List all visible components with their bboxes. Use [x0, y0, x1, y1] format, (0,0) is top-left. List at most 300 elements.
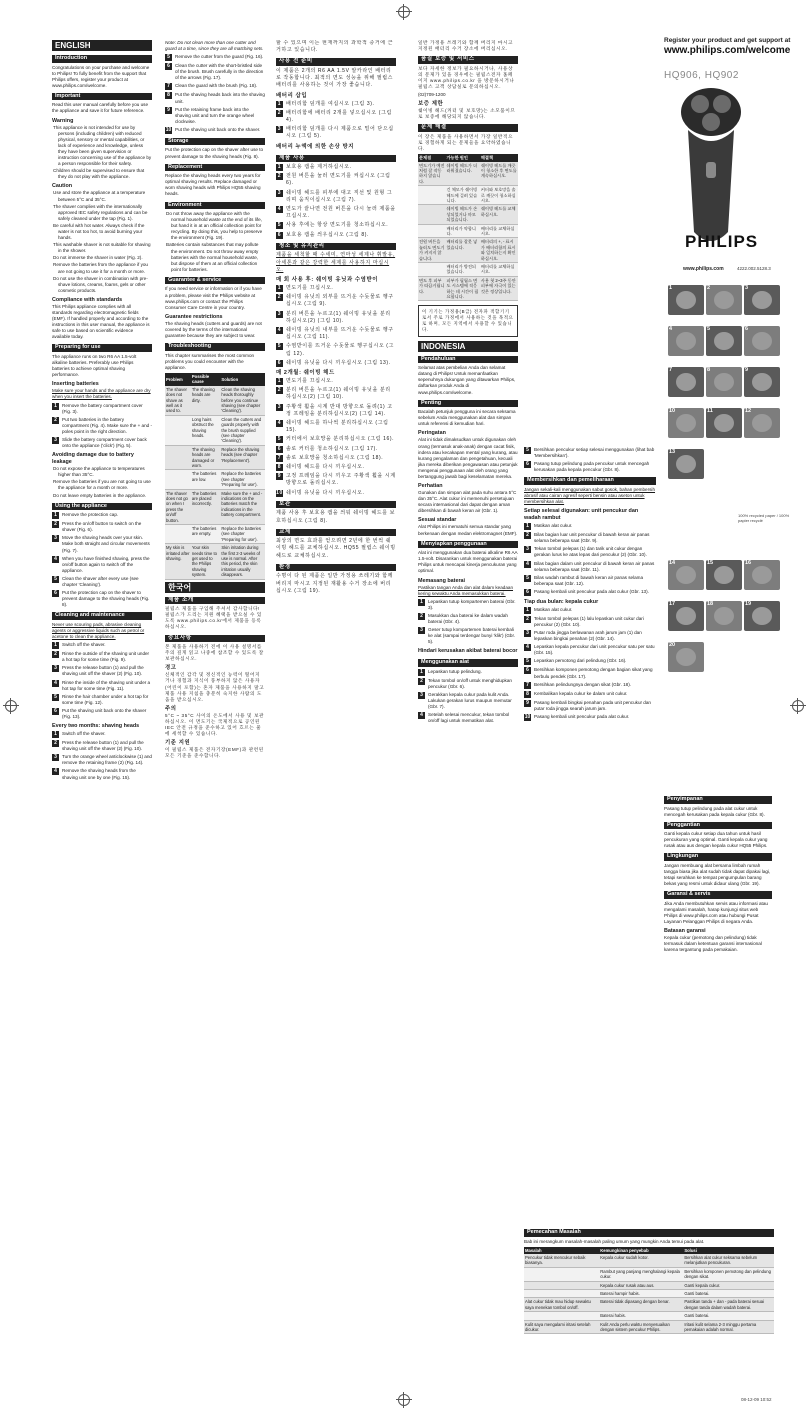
table-cell: The batteries are low.: [191, 470, 221, 489]
subheading: Memasang baterai: [418, 577, 466, 584]
step-number: 5: [277, 343, 282, 350]
table-cell: 커터와 보호망을 솔로 깨끗이 청소하십시오.: [480, 186, 518, 205]
table-cell: Make sure the + and - indications on the batteries match the indications in the battery compartment.: [220, 489, 265, 524]
list-item: Batteries contain substances that may pollute the environment. Do not throw away empty batteries with the normal household waste, but dispose of them at an official collection point for batteries.: [166, 242, 259, 272]
table-header: Possible cause: [191, 373, 221, 386]
registration-mark-bottom: [398, 1394, 410, 1406]
figure-illustration: [706, 408, 742, 438]
step-number: 3: [418, 627, 425, 634]
step-number: 5: [524, 658, 531, 665]
step: [276, 360, 396, 367]
step-text: 솔로 커터를 청소하십시오 (그림 17).: [286, 445, 378, 452]
table-header: 가능한 원인: [446, 154, 480, 161]
step-number: 2: [277, 387, 282, 394]
paragraph: 제품 사용 후 보호용 캡을 씌워 쉐이빙 헤드를 보호하십시오 (그림 8).: [276, 510, 396, 524]
step-text: Geser tutup kompartemen baterai kembali ke alat (sampai terdengar bunyi 'klik') (Gbr. 5).: [428, 627, 516, 645]
step: [276, 294, 396, 308]
step: [418, 669, 518, 676]
figure-illustration: [668, 642, 704, 672]
figure-number: 13: [669, 449, 676, 455]
table-cell: 사용 첫 2~3주 동안 피부에 자극이 있는 것은 정상입니다.: [480, 276, 518, 301]
step-text: Rinse the inside of the shaving unit under a hot tap for some time (Fig. 11).: [62, 679, 151, 691]
table-cell: [165, 470, 191, 489]
step-number: 4: [52, 680, 59, 687]
step-text: 배터리함 덮개를 다시 제품으로 밀어 닫으십시오 (그림 5).: [286, 126, 394, 140]
table-cell: The batteries are placed incorrectly.: [191, 489, 221, 524]
step: [276, 164, 396, 171]
notice-box: 이 기기는 가정용(B급) 전자파 적합기기로서 주로 가정에서 사용하는 것을 목적으로 하며, 모든 지역에서 사용할 수 있습니다.: [418, 305, 518, 336]
table-header-row: [524, 1247, 774, 1254]
step-text: Put the shaving unit back onto the shaver (Fig. 13).: [62, 707, 147, 719]
step-text: Switch off the shaver.: [62, 642, 106, 648]
section-title: 제품 사용: [276, 155, 396, 163]
indonesian-right-column: [664, 792, 772, 1222]
figure-illustration: [744, 367, 780, 397]
step-number: 3: [277, 310, 282, 317]
paragraph: Alat ini menggunakan dua baterai alkaline R6 AA 1.5-volt. Disarankan untuk menggunakan baterai Philips untuk mencapai kinerja pencukuran yang optimal.: [418, 550, 518, 574]
table-cell: Long hairs obstruct the shaving heads.: [191, 415, 221, 445]
step-number: 4: [524, 644, 531, 651]
step-number: 5: [277, 436, 282, 443]
section-title: Storage: [165, 138, 265, 146]
figure-number: 20: [669, 642, 676, 648]
figure-number: 16: [745, 560, 752, 566]
step-text: Bilas bagian dalam unit pencukur di bawah keran air panas selama beberapa saat (Gbr. 11).: [534, 560, 655, 572]
step-text: Slide the battery compartment cover back onto the appliance ('click') (Fig. 5).: [62, 437, 147, 449]
step: [276, 126, 396, 140]
step-number: 2: [277, 173, 282, 180]
step-text: Pasang kembali unit pencukur pada alat cukur.: [534, 713, 630, 719]
figure-illustration: [744, 285, 780, 315]
step: [52, 754, 152, 766]
step: [165, 127, 265, 134]
step-number: 4: [418, 712, 425, 719]
table-cell: Ganti baterai.: [683, 1290, 774, 1298]
step-number: 8: [277, 464, 282, 471]
step: [52, 680, 152, 692]
section-title: Lingkungan: [664, 853, 772, 861]
subheading: 보증 제한: [418, 101, 444, 108]
paragraph: 보다 자세한 정보가 필요하시거나, 사용상의 문제가 있을 경우에는 필립스전자 홈페이지 www.philips.co.kr 을 방문하시거나 필립스 고객 상담실로 문의하십시오.: [418, 65, 515, 89]
step-number: 6: [52, 708, 59, 715]
section-title: Penting: [418, 400, 518, 408]
illustration-shape: [752, 607, 772, 625]
step-number: 6: [277, 359, 282, 366]
table-row: [418, 276, 518, 301]
step-number: 2: [52, 417, 59, 424]
figure-illustration: [744, 601, 780, 631]
paragraph: 일반 가정용 쓰레기와 함께 버리지 마시고 지정된 배터리 수거 장소에 버리십시오.: [418, 40, 514, 52]
table-cell: 배터리의 +, - 표시가 배터리함의 표시와 일치하는지 확인하십시오.: [480, 238, 518, 263]
step-number: 4: [277, 420, 282, 427]
step: [276, 232, 396, 239]
step-number: 3: [277, 403, 282, 410]
table-row: [418, 162, 518, 186]
table-cell: 쉐이빙 헤드가 더러워졌습니다.: [446, 162, 480, 186]
step-number: 5: [52, 694, 59, 701]
figure-number: 18: [707, 601, 714, 607]
step-text: Pasang tutup pelindung pada pencukur untuk mencegah kerusakan pada kepala pencukur (Gbr. 8).: [534, 461, 650, 473]
figure-number: 5: [707, 326, 711, 332]
subheading: 매 회 사용 후: 쉐이빙 유닛과 수염받이: [276, 276, 379, 283]
registration-mark-right: [792, 700, 804, 712]
step-number: 3: [52, 535, 59, 542]
step-number: 5: [524, 447, 531, 454]
table-cell: [165, 525, 191, 544]
step: [418, 712, 518, 724]
step-text: Remove the shaving heads from the shaving unit one by one (Fig. 15).: [62, 768, 136, 780]
list-item: Do not leave empty batteries in the appliance.: [53, 492, 147, 498]
step-number: 6: [524, 667, 531, 674]
section-title: Menggunakan alat: [418, 659, 518, 667]
step: [276, 473, 396, 487]
section-title: Garansi & servis: [664, 891, 772, 899]
step: [524, 532, 656, 544]
step-number: 3: [524, 546, 531, 553]
table-cell: 쉐이빙 헤드를 깨끗이 청소한 후 면도를 계속하십시오.: [480, 162, 518, 186]
step: [524, 616, 656, 628]
section-title: 품질 보증 및 서비스: [418, 56, 518, 64]
table-row: [524, 1320, 774, 1334]
illustration-shape: [752, 566, 772, 584]
section-title: Membersihkan dan pemeliharaan: [524, 477, 656, 485]
step-text: 쉐이빙 유닛의 내부를 뜨거운 수돗물로 헹구십시오 (그림 11).: [286, 326, 394, 341]
table-cell: [524, 1290, 599, 1298]
figure-illustration: [706, 601, 742, 631]
paragraph: Bab ini merangkum masalah-masalah paling umum yang mungkin Anda temui pada alat.: [524, 1238, 705, 1244]
step: [52, 768, 152, 780]
paragraph: This Philips appliance complies with all standards regarding electromagnetic fields (EMF). If handled properly and according to the instructions in this user manual, the appliance is safe to use based on scientific evidence available today.: [52, 303, 150, 340]
table-cell: 배터리가 방전되었습니다.: [446, 263, 480, 277]
note: Make sure your hands and the appliance are dry when you insert the batteries.: [52, 388, 151, 400]
step: [52, 740, 152, 752]
table-cell: Bersihkan komponen pemotong dan pelindung dengan sikat.: [683, 1267, 774, 1281]
illustration-shape: [676, 332, 696, 350]
step: [276, 222, 396, 229]
paragraph: Bacalah petunjuk pengguna ini secara seksama sebelum Anda menggunakan alat dan simpan untuk referensi di kemudian hari.: [418, 409, 516, 427]
step: [524, 682, 656, 689]
figure-number: 12: [745, 408, 752, 414]
step-text: Bersihkan pencukur setiap selesai menggunakan (lihat bab 'Membersihkan').: [534, 447, 655, 459]
step-text: Matikan alat cukur.: [534, 523, 573, 529]
step-text: Rinse the hair chamber under a hot tap for some time (Fig. 12).: [62, 693, 149, 705]
figure-number: 11: [707, 408, 713, 414]
table-cell: 쉐이빙 헤드가 손상되었거나 마모되었습니다.: [446, 205, 480, 224]
subheading: Compliance with standards: [52, 296, 123, 303]
figure-number: 19: [745, 601, 752, 607]
paragraph: 5°C ~ 35°C 사이의 온도에서 사용 및 보관하십시오. 이 면도기는 국제적으로 공인된 IEC 안전 규정을 준수하고 있어 흐르는 물에 세척할 수 있습니다.: [165, 712, 265, 737]
figure-number: 14: [669, 560, 676, 566]
figure-number: 1: [669, 285, 673, 291]
step: [524, 607, 656, 614]
step: [418, 692, 518, 710]
section-title: Cleaning and maintenance: [52, 612, 152, 620]
paragraph: 필립스 제품을 구입해 주셔서 감사합니다! 필립스가 드리는 지원 혜택을 받으실 수 있도록 www.philips.co.kr에서 제품을 등록하십시오.: [165, 606, 262, 630]
figure-number: 4: [669, 326, 673, 332]
step: [165, 63, 265, 81]
table-cell: The shaver does not go on when I press the on/off button.: [165, 489, 191, 524]
illustration-shape: [676, 373, 696, 391]
subheading: Perhatian: [418, 483, 443, 490]
korean-column: [276, 40, 396, 1365]
illustration-shape: [676, 455, 696, 473]
section-title: Preparing for use: [52, 344, 152, 352]
step-number: 9: [524, 700, 531, 707]
step-text: 분리 버튼을 누르고(1) 쉐이빙 유닛을 분리하십시오(2) (그림 10).: [286, 387, 391, 401]
step: [165, 107, 265, 125]
table-cell: 배터리를 교체하십시오.: [480, 263, 518, 277]
figure-number: 15: [707, 560, 714, 566]
step-number: 10: [276, 489, 283, 496]
step-number: 2: [277, 294, 282, 301]
step: [524, 561, 656, 573]
section-title: Pendahuluan: [418, 356, 518, 364]
step-text: Press the on/off button to switch on the shaver (Fig. 6).: [62, 521, 142, 533]
figure-illustration: [744, 560, 780, 590]
figure-illustration: [744, 408, 780, 438]
table-row: [524, 1290, 774, 1298]
step-number: 2: [524, 532, 531, 539]
figure-number: 7: [669, 367, 673, 373]
figure-number: 2: [707, 285, 711, 291]
illustration-shape: [752, 373, 772, 391]
figure-number: 10: [669, 408, 676, 414]
step-text: 쉐이빙 유닛을 다시 끼우십시오.: [286, 489, 365, 496]
table-row: [418, 263, 518, 277]
section-title: 청소 및 유지관리: [276, 243, 396, 251]
step-text: 면도가 끝나면 전원 버튼을 다시 눌러 제품을 끄십시오.: [286, 206, 396, 220]
step-number: 1: [524, 523, 531, 530]
list-item: Remove the batteries if you are not going to use the appliance for a month or more.: [53, 479, 151, 491]
paragraph: If you need service or information or if you have a problem, please visit the Philips website at www.philips.com or contact the Philips Consumer Care Centre in your country.: [165, 286, 262, 310]
table-cell: [524, 1267, 599, 1281]
english-column-2: [165, 40, 265, 1365]
step-number: 1: [277, 378, 282, 384]
table-row: [524, 1298, 774, 1312]
step-number: 5: [524, 575, 531, 582]
step-number: 6: [52, 590, 59, 597]
subheading: 기준 지원: [165, 740, 191, 747]
step: [276, 206, 396, 220]
table-row: [165, 386, 265, 416]
step-text: 주황색 휠을 시계 반대 방향으로 돌려(1) 고정 프레임을 분리하십시오(2) (그림 14).: [286, 403, 393, 417]
table-cell: Skin irritation during the first 2-3 weeks of use is normal. After this period, the skin irritation usually disappears.: [220, 544, 265, 579]
step-number: 3: [524, 630, 531, 637]
paragraph: Selamat atas pembelian Anda dan selamat datang di Philips! Untuk memanfaatkan sepenuhnya dukungan yang ditawarkan Philips, daftarkan produk Anda di www.philips.com/welcome.: [418, 365, 516, 395]
table-cell: Baterai tidak dipasang dengan benar.: [599, 1298, 683, 1312]
list-item: Do not throw away the appliance with the normal household waste at the end of its life, but hand it in at an official collection point for recycling. By doing this, you help to preserve the environment (Fig. 19).: [166, 211, 263, 241]
step: [276, 464, 396, 471]
table-cell: Kepala cukur sudah kotor.: [599, 1254, 683, 1267]
step-number: 6: [277, 445, 282, 452]
step-number: 1: [52, 642, 59, 649]
table-cell: [524, 1312, 599, 1320]
figure-illustration: [668, 326, 704, 356]
step: [524, 658, 656, 665]
table-cell: [418, 224, 446, 238]
subheading: Tiap dua bulan: kepala cukur: [524, 598, 599, 605]
step-number: 7: [165, 83, 172, 90]
step: [524, 546, 656, 558]
step-text: Switch off the shaver.: [62, 731, 106, 737]
list-item: Remove the batteries from the appliance if you are not going to use it for a month or more.: [53, 262, 148, 274]
step: [276, 378, 396, 385]
step-text: 쉐이빙 유닛을 다시 끼우십시오 (그림 13).: [286, 359, 391, 366]
step: [165, 83, 265, 90]
figure-illustration: [706, 560, 742, 590]
step: [276, 110, 396, 124]
paragraph: 이 제품은 2개의 R6 AA 1.5V 알카라인 배터리로 작동합니다. 최적의 면도 성능을 위해 필립스 배터리를 사용하는 것이 가장 좋습니다.: [276, 67, 394, 89]
list-item: Do not use the shaver in combination with pre-shave lotions, creams, foams, gels or other cosmetic products.: [53, 275, 148, 293]
paragraph: 수명이 다 된 제품은 일반 가정용 쓰레기와 함께 버리지 마시고 지정된 재활용 수거 장소에 버리십시오 (그림 19).: [276, 573, 394, 594]
registration-mark-top: [398, 6, 410, 18]
paragraph: 최상의 면도 효과를 얻으려면 2년에 한 번씩 쉐이빙 헤드를 교체하십시오. HQ55 필립스 쉐이빙 헤드로 교체하십시오.: [276, 538, 396, 559]
step: [524, 630, 656, 642]
step-text: 고정 프레임을 다시 끼우고 주황색 휠을 시계 방향으로 돌리십시오.: [286, 473, 396, 487]
step-text: 보호용 캡을 씌우십시오 (그림 8).: [286, 231, 370, 238]
table-row: [524, 1267, 774, 1281]
section-title: Pemecahan Masalah: [524, 1229, 774, 1237]
step-text: Tekan tombol on/off untuk menghidupkan pencukur (Gbr. 6).: [428, 677, 512, 689]
step-number: 10: [165, 126, 172, 133]
step-number: 2: [52, 521, 59, 528]
subheading: Guarantee restrictions: [165, 313, 223, 320]
step: [276, 343, 396, 357]
step: [165, 92, 265, 104]
step-text: 분리 버튼을 누르고(1) 쉐이빙 유닛을 분리하십시오(2) (그림 10).: [286, 310, 391, 324]
step-number: 1: [52, 403, 59, 410]
list-item: This washable shaver is not suitable for shaving in the shower.: [53, 242, 151, 254]
step: [52, 535, 152, 553]
table-header: 해결책: [480, 154, 518, 161]
subheading: Warning: [52, 117, 74, 124]
step-number: 2: [52, 740, 59, 747]
table-cell: 쉐이빙 헤드를 교체하십시오.: [480, 205, 518, 224]
step-text: 솔로 보호망을 청소하십시오 (그림 18).: [286, 454, 384, 461]
step-number: 6: [524, 461, 531, 468]
table-cell: 면도기가 예전처럼 잘 작동하지 않습니다.: [419, 162, 445, 184]
list-item: Do not immerse the shaver in water (Fig. 2).: [53, 255, 143, 261]
illustration-shape: [676, 414, 696, 432]
step-text: Lepaskan kepala pencukur dari unit pencukur satu per satu (Gbr. 15).: [534, 644, 655, 656]
paragraph: 이 장은 제품을 사용하면서 가장 일반적으로 경험하게 되는 문제들을 요약하였습니다.: [418, 133, 514, 152]
list-item: The shaver complies with the internationally approved IEC safety regulations and can be safely cleaned under the tap (Fig. 1).: [53, 203, 148, 221]
step-text: Masukkan dua baterai ke dalam wadah baterai (Gbr. 4).: [428, 612, 508, 624]
step-number: 1: [52, 731, 59, 738]
step-number: 4: [277, 326, 282, 333]
step-text: 면도기를 끄십시오.: [286, 378, 334, 384]
illustration-shape: [714, 332, 734, 350]
step-text: Clean the cutter with the short-bristled side of the brush. Brush carefully in the direction of the arrows (Fig. 17).: [175, 63, 264, 81]
step-text: 전원 버튼을 눌러 면도기를 켜십시오 (그림 6).: [286, 173, 391, 187]
step-text: Put two batteries in the battery compartment (Fig. 4). Make sure the + and - poles point in the right direction.: [62, 416, 152, 434]
section-title: 중요사항: [165, 635, 265, 643]
step-text: Gerakkan kepala cukur pada kulit Anda. Lakukan gerakan lurus maupun memutar (Gbr. 7).: [428, 692, 512, 710]
step-number: 4: [52, 556, 59, 563]
section-title: Troubleshooting: [165, 343, 265, 351]
step: [52, 576, 152, 588]
paragraph: Jika Anda membutuhkan servis atau informasi atau mengalami masalah, harap kunjungi situs web Philips di www.philips.com atau hubungi Pusat Layanan Pelanggan Philips di negara Anda.: [664, 900, 768, 925]
table-cell: Bersihkan alat cukur seksama sebelum melanjutkan pencukuran.: [683, 1254, 774, 1267]
step: [52, 437, 152, 449]
table-row: [524, 1281, 774, 1289]
recycled-paper-note: 100% recycled paper / 100% papier recyclé: [738, 513, 790, 523]
indonesian-troubleshooting: [524, 1225, 774, 1385]
step-text: Put the protection cap on the shaver to prevent damage to the shaving heads (Fig. 8).: [62, 590, 150, 608]
figure-illustration: [706, 367, 742, 397]
table-cell: Baterai hampir habis.: [599, 1290, 683, 1298]
section-title: Menyiapkan penggunaan: [418, 541, 518, 549]
table-row: [418, 224, 518, 238]
step: [52, 651, 152, 663]
table-cell: Kulit saya mengalami iritasi setelah dicukur.: [524, 1320, 599, 1334]
table-header: Masalah: [524, 1247, 599, 1254]
register-text: Register your product and get support at: [664, 37, 791, 44]
table-row: [524, 1312, 774, 1320]
step-text: Put the shaving heads back into the shaving unit.: [175, 92, 265, 104]
paragraph: The shaving heads (cutters and guards) are not covered by the terms of the international guarantee because they are subject to wear.: [165, 320, 262, 338]
table-row: [165, 445, 265, 470]
step-text: 커터에서 보호망을 분리하십시오 (그림 16).: [286, 436, 395, 443]
table-cell: 배터리를 잘못 넣었습니다.: [446, 238, 480, 263]
step-text: Tekan tombol pelepas (1) lalu lepaskan unit cukur dari pencukur (2) (Gbr. 10).: [534, 615, 644, 627]
step-number: 2: [277, 109, 282, 116]
step-number: 5: [277, 222, 282, 229]
step: [52, 694, 152, 706]
step-text: Put the shaving unit back onto the shaver.: [175, 126, 261, 132]
section-title: 환경: [276, 564, 396, 572]
step-text: 쉐이빙 헤드를 피부에 대고 직선 및 원형 그리며 움직이십시오 (그림 7).: [286, 189, 393, 203]
step-text: 쉐이빙 헤드를 하나씩 분리하십시오 (그림 15).: [286, 420, 389, 434]
step: [276, 327, 396, 341]
step-text: Matikan alat cukur.: [534, 606, 573, 612]
table-cell: [418, 186, 446, 205]
step-text: Lepaskan tutup kompartemen baterai (Gbr. 3).: [428, 598, 516, 610]
model-name: HQ906, HQ902: [664, 70, 739, 81]
step-number: 9: [165, 107, 172, 114]
step-number: 4: [524, 561, 531, 568]
step-number: 2: [52, 651, 59, 658]
table-cell: 면도 후 피부가 따끔거립니다.: [418, 276, 446, 301]
figure-illustration: [706, 285, 742, 315]
table-cell: 긴 체모가 쉐이빙 헤드에 걸려 있습니다.: [446, 186, 480, 205]
paragraph: 이 필립스 제품은 전자기장(EMF)과 관련된 모든 기준을 준수합니다.: [165, 747, 264, 759]
step-text: 배터리함 덮개를 여십시오 (그림 3).: [286, 100, 375, 107]
step-number: 1: [277, 164, 282, 171]
philips-logo: PHILIPS: [685, 232, 759, 251]
step: [524, 714, 656, 721]
section-title: Replacement: [165, 164, 265, 172]
step-text: Clean the shaver after every use (see chapter 'Cleaning').: [62, 575, 139, 587]
step: [276, 173, 396, 187]
step: [524, 700, 656, 712]
language-title: 한국어: [165, 582, 265, 593]
section-title: 보관: [276, 501, 396, 509]
list-item: Use and store the appliance at a temperature between 5°C and 35°C.: [53, 190, 146, 202]
troubleshooting-table: [165, 373, 265, 580]
subheading: 배터리 누액에 의한 손상 방지: [276, 143, 355, 150]
step-number: 7: [277, 454, 282, 461]
note: Pastikan tangan Anda dan alat dalam keadaan kering sewaktu Anda memasukkan baterai.: [418, 584, 514, 596]
illustration-shape: [676, 291, 696, 309]
subheading: 배터리 삽입: [276, 92, 308, 99]
paragraph: Read this user manual carefully before you use the appliance and save it for future reference.: [52, 102, 149, 114]
illustration-shape: [714, 414, 734, 432]
step-number: 2: [418, 613, 425, 620]
step-text: Pasang kembali bingkai penahan pada unit pencukur dan putar roda jingga searah jarum jam.: [534, 699, 651, 711]
step-number: 5: [52, 576, 59, 583]
illustration-shape: [752, 414, 772, 432]
